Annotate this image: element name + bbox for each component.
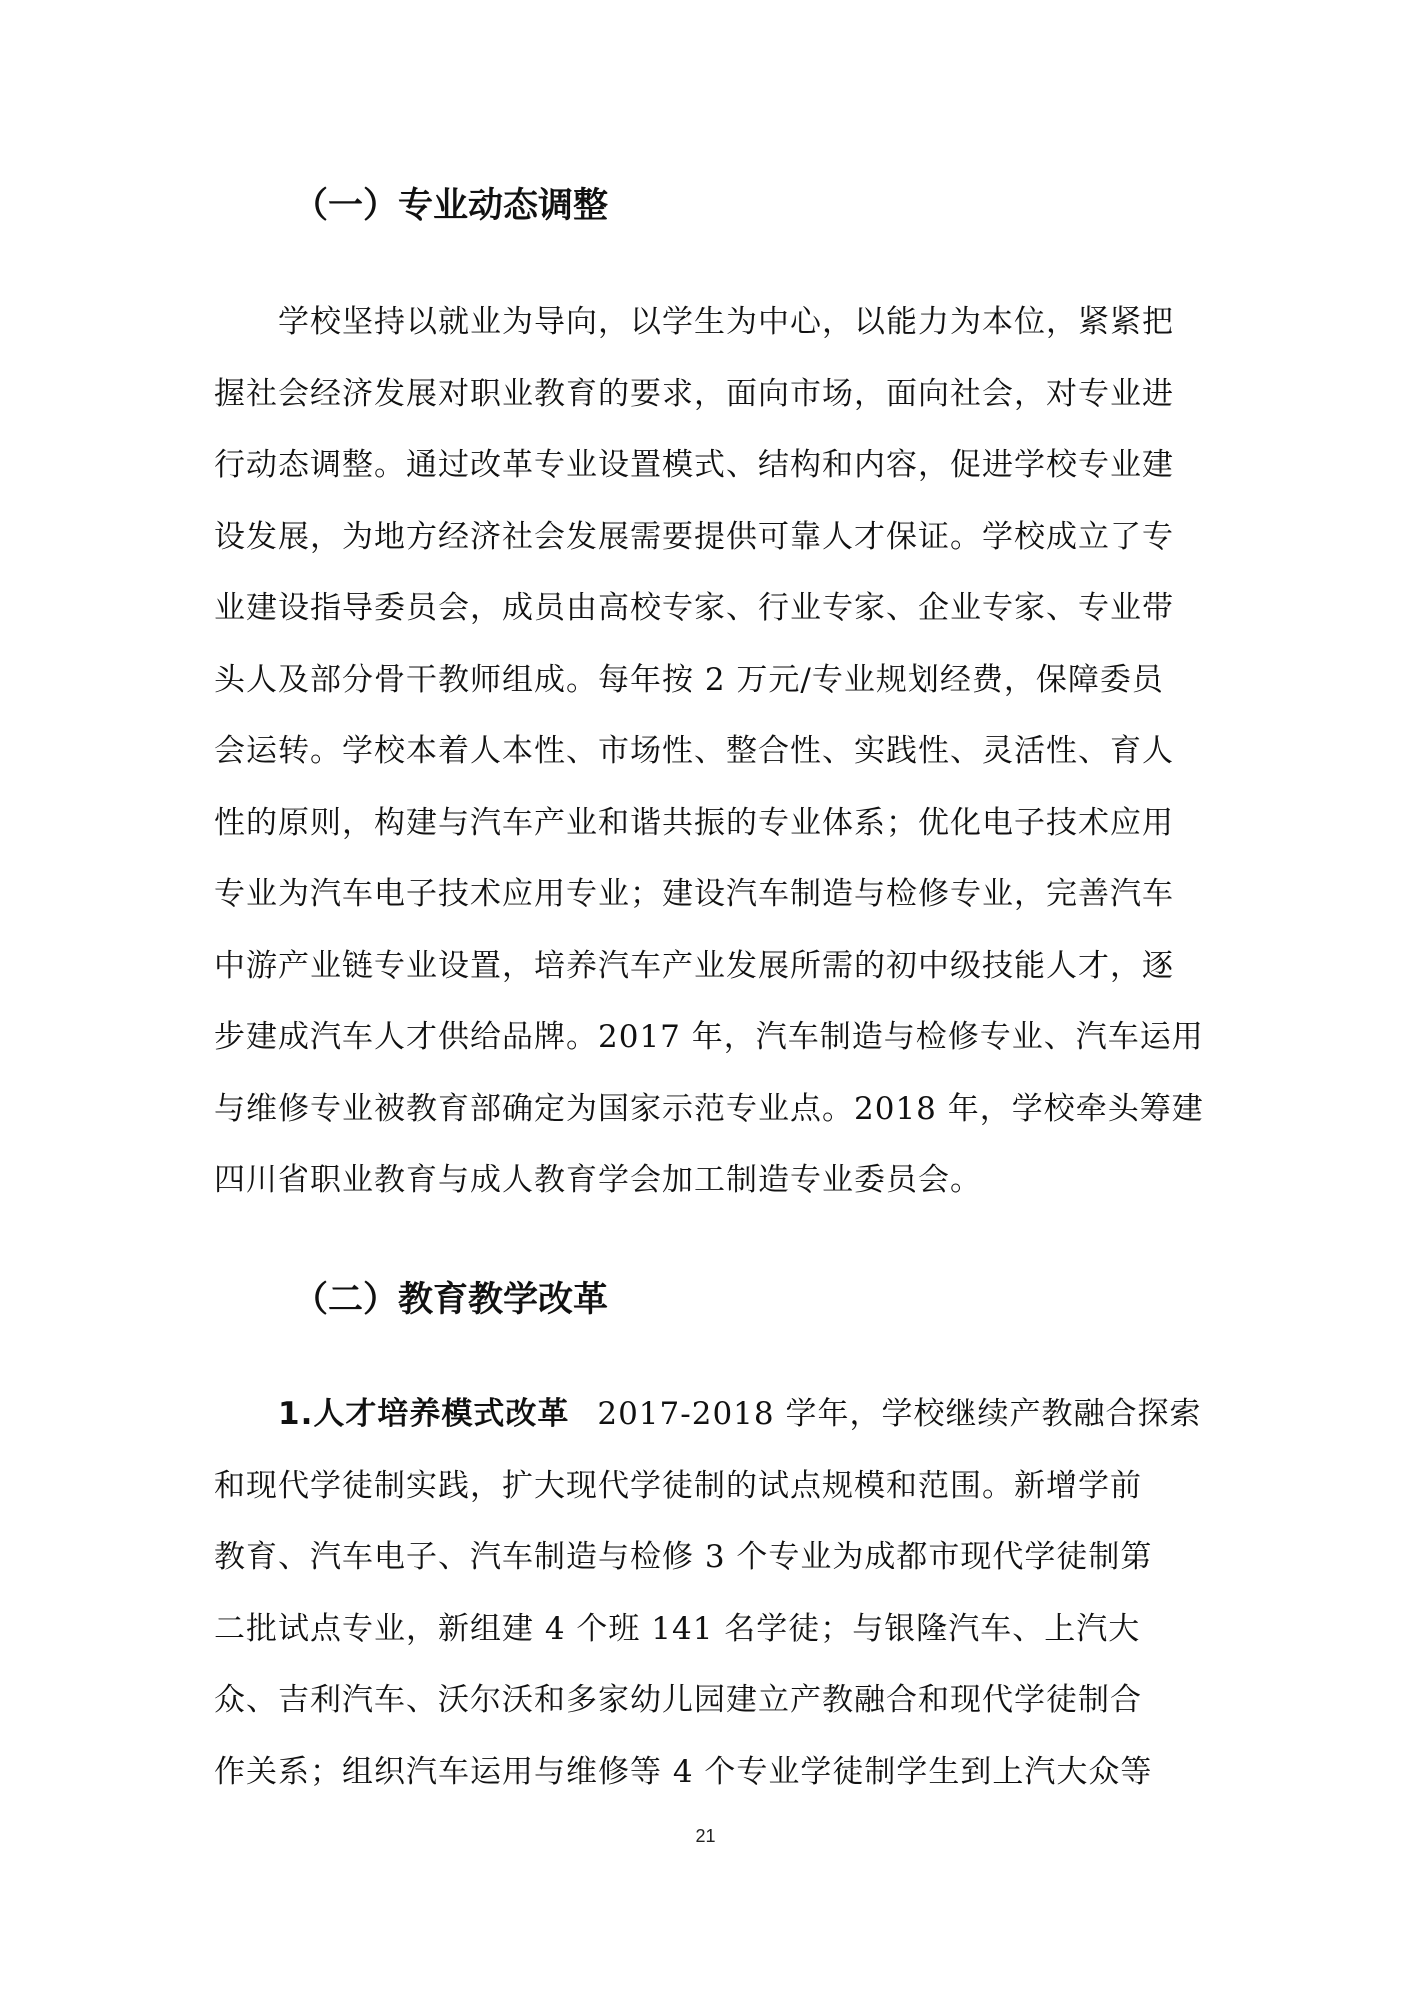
section-2-paragraph	[214, 1379, 1204, 1808]
subsection-lead: 1.人才培养模式改革	[278, 1396, 570, 1432]
paragraph-line	[214, 1379, 1204, 1451]
paragraph-line: 会运转。学校本着人本性、市场性、整合性、实践性、灵活性、育人	[214, 733, 1174, 769]
section-1-paragraph	[214, 287, 1204, 1217]
paragraph-line: 四川省职业教育与成人教育学会加工制造专业委员会。	[214, 1162, 982, 1198]
section-heading-2: （二）教育教学改革	[293, 1280, 609, 1320]
page-number: 21	[695, 1826, 716, 1846]
paragraph-line: 设发展，为地方经济社会发展需要提供可靠人才保证。学校成立了专	[214, 518, 1174, 555]
paragraph-line: 握社会经济发展对职业教育的要求，面向市场，面向社会，对专业进	[214, 375, 1174, 412]
paragraph-line: 中游产业链专业设置，培养汽车产业发展所需的初中级技能人才，逐	[214, 947, 1174, 984]
paragraph-line: 和现代学徒制实践，扩大现代学徒制的试点规模和范围。新增学前	[214, 1467, 1142, 1504]
paragraph-line: 业建设指导委员会，成员由高校专家、行业专家、企业专家、专业带	[214, 590, 1174, 626]
paragraph-line: 与维修专业被教育部确定为国家示范专业点。2018 年，学校牵头筹建	[214, 1090, 1204, 1127]
paragraph-line: 学校坚持以就业为导向，以学生为中心，以能力为本位，紧紧把	[278, 304, 1174, 340]
paragraph-line: 行动态调整。通过改革专业设置模式、结构和内容，促进学校专业建	[214, 447, 1174, 483]
paragraph-line: 教育、汽车电子、汽车制造与检修 3 个专业为成都市现代学徒制第	[214, 1539, 1153, 1575]
paragraph-line: 步建成汽车人才供给品牌。2017 年，汽车制造与检修专业、汽车运用	[214, 1019, 1204, 1055]
paragraph-line-text: 2017-2018 学年，学校继续产教融合探索	[597, 1396, 1202, 1432]
paragraph-line: 性的原则，构建与汽车产业和谐共振的专业体系；优化电子技术应用	[214, 804, 1174, 841]
paragraph-line: 众、吉利汽车、沃尔沃和多家幼儿园建立产教融合和现代学徒制合	[214, 1682, 1142, 1718]
paragraph-line: 作关系；组织汽车运用与维修等 4 个专业学徒制学生到上汽大众等	[214, 1753, 1153, 1790]
paragraph-line: 专业为汽车电子技术应用专业；建设汽车制造与检修专业，完善汽车	[214, 876, 1174, 912]
paragraph-line: 二批试点专业，新组建 4 个班 141 名学徒；与银隆汽车、上汽大	[214, 1610, 1141, 1647]
paragraph-line: 头人及部分骨干教师组成。每年按 2 万元/专业规划经费，保障委员	[214, 661, 1164, 698]
section-heading-1: （一）专业动态调整	[293, 186, 609, 226]
